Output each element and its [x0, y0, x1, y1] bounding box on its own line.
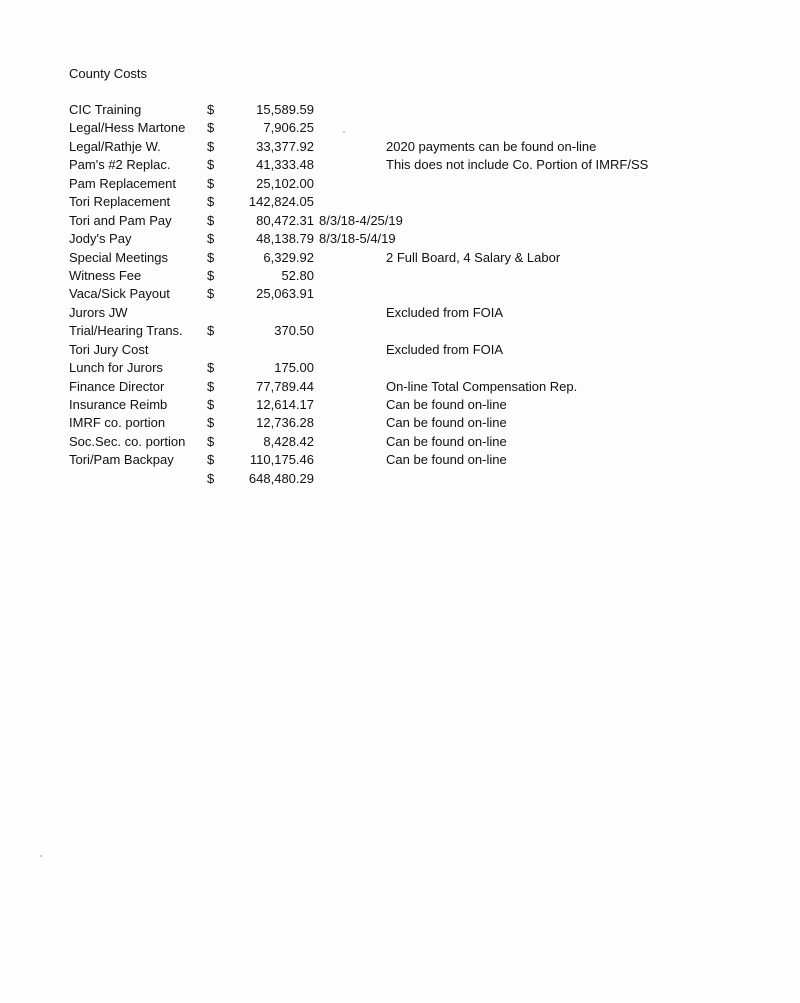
cost-row [0, 230, 800, 248]
cost-row [0, 341, 800, 359]
cost-label: Vaca/Sick Payout [69, 286, 170, 302]
cost-row [0, 267, 800, 285]
cost-note: Can be found on-line [386, 452, 507, 468]
cost-amount: 6,329.92 [263, 249, 314, 265]
cost-row [0, 101, 800, 119]
currency-symbol: $ [207, 102, 215, 117]
cost-note: On-line Total Compensation Rep. [386, 378, 578, 394]
cost-label: Witness Fee [69, 267, 142, 283]
cost-label: Trial/Hearing Trans. [69, 323, 183, 339]
cost-row [0, 322, 800, 340]
cost-note: 2 Full Board, 4 Salary & Labor [386, 249, 561, 265]
cost-label: Pam Replacement [69, 175, 176, 191]
cost-amount: 33,377.92 [256, 138, 314, 154]
cost-label: Soc.Sec. co. portion [69, 433, 186, 449]
cost-label: Pam's #2 Replac. [69, 157, 171, 173]
currency-symbol: $ [207, 415, 215, 431]
currency-symbol: $ [207, 120, 215, 136]
cost-table [0, 101, 800, 488]
cost-note: Can be found on-line [386, 433, 507, 449]
currency-symbol: $ [207, 470, 215, 486]
cost-amount: 12,614.17 [256, 397, 314, 412]
cost-amount: 25,063.91 [256, 286, 314, 302]
currency-symbol: $ [207, 212, 215, 228]
cost-label: Tori Replacement [69, 194, 171, 210]
cost-label: Jody's Pay [69, 231, 132, 247]
currency-symbol: $ [207, 249, 215, 265]
cost-amount: 8,428.42 [263, 433, 314, 449]
cost-amount: 77,789.44 [256, 378, 314, 394]
currency-symbol: $ [207, 138, 215, 154]
cost-label: Special Meetings [69, 249, 168, 265]
currency-symbol: $ [207, 286, 215, 302]
currency-symbol: $ [207, 323, 215, 339]
cost-row [0, 285, 800, 303]
cost-note: 2020 payments can be found on-line [386, 138, 597, 154]
page-title: County Costs [69, 66, 148, 81]
cost-label: Tori Jury Cost [69, 341, 149, 357]
cost-row [0, 414, 800, 432]
cost-note: Can be found on-line [386, 397, 507, 412]
date-range: 8/3/18-4/25/19 [319, 212, 403, 228]
cost-note: Can be found on-line [386, 415, 507, 431]
cost-label: Jurors JW [69, 304, 128, 320]
currency-symbol: $ [207, 433, 215, 449]
cost-label: Insurance Reimb [69, 397, 168, 412]
cost-label: Lunch for Jurors [69, 360, 163, 376]
cost-row [0, 138, 800, 156]
date-range: 8/3/18-5/4/19 [319, 231, 396, 247]
cost-amount: 370.50 [274, 323, 314, 339]
cost-row [0, 396, 800, 414]
cost-label: Tori/Pam Backpay [69, 452, 174, 468]
cost-row [0, 304, 800, 322]
cost-row [0, 156, 800, 174]
cost-amount: 142,824.05 [248, 194, 314, 210]
cost-label: IMRF co. portion [69, 415, 166, 431]
currency-symbol: $ [207, 175, 215, 191]
currency-symbol: $ [207, 194, 215, 210]
cost-label: Finance Director [69, 378, 165, 394]
cost-row [0, 359, 800, 377]
cost-amount: 25,102.00 [256, 175, 314, 191]
cost-row [0, 451, 800, 469]
cost-row [0, 193, 800, 211]
total-row [0, 470, 800, 488]
currency-symbol: $ [207, 267, 215, 283]
cost-amount: 15,589.59 [256, 102, 314, 117]
total-amount: 648,480.29 [248, 470, 314, 486]
cost-label: CIC Training [69, 102, 142, 117]
currency-symbol: $ [207, 231, 215, 247]
currency-symbol: $ [207, 157, 215, 173]
cost-row [0, 378, 800, 396]
scan-speck [40, 855, 42, 857]
cost-row [0, 119, 800, 137]
cost-amount: 41,333.48 [256, 157, 314, 173]
cost-amount: 110,175.46 [249, 452, 314, 468]
cost-row [0, 212, 800, 230]
cost-amount: 12,736.28 [256, 415, 314, 431]
cost-note: Excluded from FOIA [386, 304, 504, 320]
cost-note: This does not include Co. Portion of IMRF/SS [386, 157, 649, 173]
cost-label: Legal/Rathje W. [69, 138, 161, 154]
cost-note: Excluded from FOIA [386, 341, 504, 357]
cost-amount: 175.00 [274, 360, 314, 376]
cost-amount: 80,472.31 [256, 212, 314, 228]
cost-row [0, 433, 800, 451]
cost-row [0, 175, 800, 193]
cost-row [0, 249, 800, 267]
currency-symbol: $ [207, 360, 215, 376]
cost-amount: 52.80 [281, 267, 314, 283]
scan-speck [343, 131, 345, 133]
currency-symbol: $ [207, 378, 215, 394]
currency-symbol: $ [207, 452, 215, 468]
cost-label: Tori and Pam Pay [69, 212, 172, 228]
cost-amount: 48,138.79 [256, 231, 314, 247]
currency-symbol: $ [207, 397, 215, 412]
cost-label: Legal/Hess Martone [69, 120, 186, 136]
cost-amount: 7,906.25 [263, 120, 314, 136]
